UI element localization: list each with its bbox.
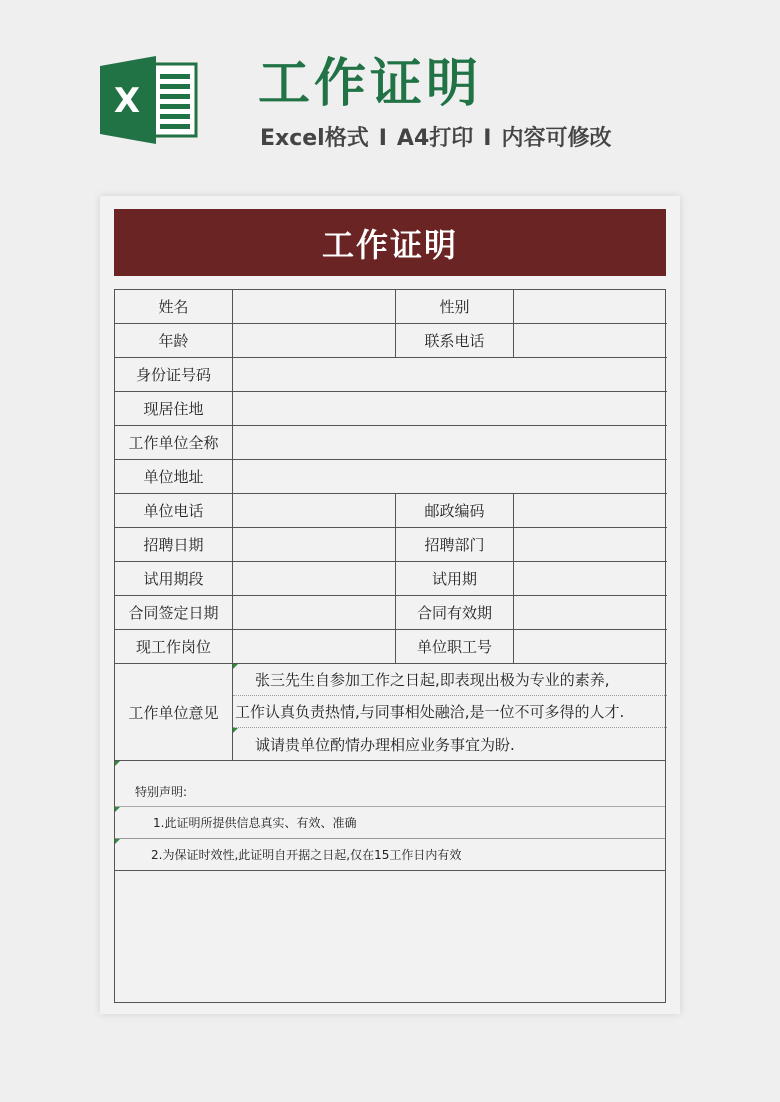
value-company-name[interactable] [233, 426, 667, 460]
label-company-phone: 单位电话 [115, 494, 233, 528]
opinion-line: 工作认真负责热情,与同事相处融洽,是一位不可多得的人才. [233, 696, 667, 728]
value-company-phone[interactable] [233, 494, 396, 528]
label-contract-valid: 合同有效期 [396, 596, 514, 630]
value-probation[interactable] [514, 562, 667, 596]
document-paper [100, 196, 680, 1014]
opinion-text[interactable] [233, 664, 667, 760]
label-employee-no: 单位职工号 [396, 630, 514, 664]
subtitle-print: A4打印 [396, 126, 474, 151]
label-probation: 试用期 [396, 562, 514, 596]
label-hire-dept: 招聘部门 [396, 528, 514, 562]
excel-logo-icon [100, 56, 198, 144]
declaration-section [115, 761, 665, 1002]
value-position[interactable] [233, 630, 396, 664]
subtitle-separator: I [483, 126, 492, 151]
value-phone[interactable] [514, 324, 667, 358]
declaration-item: 1.此证明所提供信息真实、有效、准确 [115, 807, 665, 839]
page-title: 工作证明 [258, 54, 483, 114]
value-contract-valid[interactable] [514, 596, 667, 630]
value-postal-code[interactable] [514, 494, 667, 528]
value-hire-date[interactable] [233, 528, 396, 562]
subtitle-editable: 内容可修改 [501, 126, 612, 151]
declaration-item: 2.为保证时效性,此证明自开据之日起,仅在15工作日内有效 [115, 839, 665, 871]
certificate-form [114, 289, 666, 1003]
label-name: 姓名 [115, 290, 233, 324]
value-name[interactable] [233, 290, 396, 324]
label-contract-date: 合同签定日期 [115, 596, 233, 630]
label-company-address: 单位地址 [115, 460, 233, 494]
opinion-section [115, 664, 665, 761]
value-company-address[interactable] [233, 460, 667, 494]
label-postal-code: 邮政编码 [396, 494, 514, 528]
declaration-title: 特别声明: [115, 761, 665, 807]
opinion-line: 张三先生自参加工作之日起,即表现出极为专业的素养, [233, 664, 667, 696]
blank-area[interactable] [115, 871, 665, 1002]
label-id-number: 身份证号码 [115, 358, 233, 392]
value-gender[interactable] [514, 290, 667, 324]
value-id-number[interactable] [233, 358, 667, 392]
label-probation-period: 试用期段 [115, 562, 233, 596]
subtitle [260, 124, 611, 154]
label-company-name: 工作单位全称 [115, 426, 233, 460]
value-age[interactable] [233, 324, 396, 358]
label-hire-date: 招聘日期 [115, 528, 233, 562]
subtitle-separator: I [378, 126, 387, 151]
document-banner: 工作证明 [114, 209, 666, 276]
label-age: 年龄 [115, 324, 233, 358]
value-address[interactable] [233, 392, 667, 426]
value-hire-dept[interactable] [514, 528, 667, 562]
logo-letter: X [113, 81, 141, 121]
opinion-line: 诚请贵单位酌情办理相应业务事宜为盼. [233, 728, 667, 760]
label-opinion: 工作单位意见 [115, 664, 233, 760]
label-gender: 性别 [396, 290, 514, 324]
label-position: 现工作岗位 [115, 630, 233, 664]
label-address: 现居住地 [115, 392, 233, 426]
info-grid [115, 290, 665, 664]
value-probation-period[interactable] [233, 562, 396, 596]
value-employee-no[interactable] [514, 630, 667, 664]
label-phone: 联系电话 [396, 324, 514, 358]
subtitle-format: Excel格式 [260, 126, 369, 151]
value-contract-date[interactable] [233, 596, 396, 630]
